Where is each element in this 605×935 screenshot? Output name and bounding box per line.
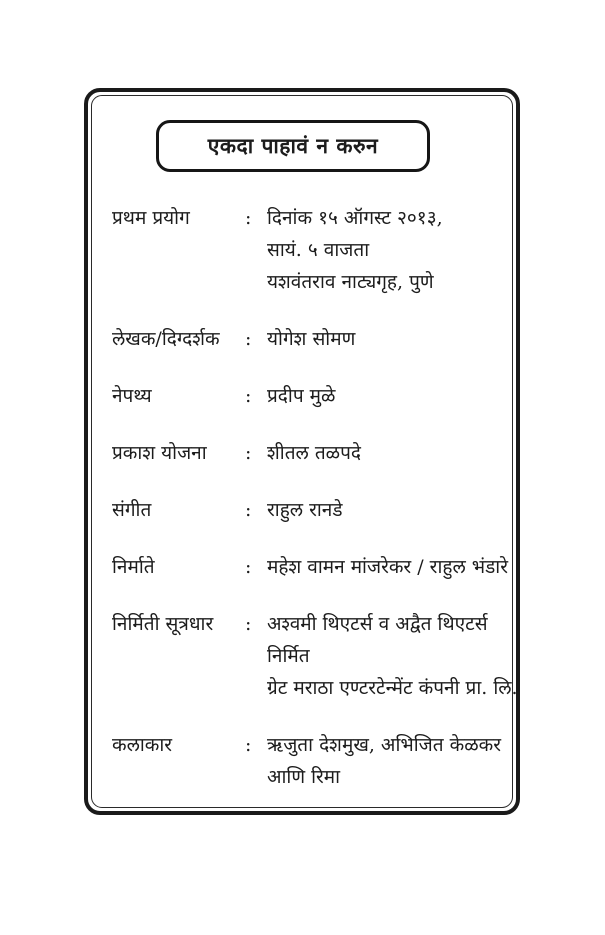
credit-colon: : bbox=[245, 385, 252, 407]
credit-colon: : bbox=[245, 442, 252, 464]
credit-label: प्रथम प्रयोग bbox=[112, 207, 190, 229]
credit-value-line: दिनांक १५ ऑगस्ट २०१३, bbox=[267, 207, 443, 229]
play-title-box bbox=[156, 120, 430, 172]
credit-label: निर्माते bbox=[112, 556, 155, 578]
credit-row bbox=[112, 494, 506, 526]
credit-colon: : bbox=[245, 499, 252, 521]
credit-value-line: ऋजुता देशमुख, अभिजित केळकर bbox=[267, 734, 502, 756]
credit-values bbox=[267, 494, 506, 526]
credit-value-line: निर्मित bbox=[267, 645, 310, 667]
credit-label: संगीत bbox=[112, 499, 152, 521]
credit-colon: : bbox=[245, 734, 252, 756]
credit-values bbox=[267, 323, 506, 355]
credit-value-line: ग्रेट मराठा एण्टरटेन्मेंट कंपनी प्रा. लि. bbox=[267, 677, 518, 699]
credit-value-line: राहुल रानडे bbox=[267, 499, 343, 521]
credit-label: लेखक/दिग्दर्शक bbox=[112, 328, 220, 350]
credit-colon: : bbox=[245, 613, 252, 635]
credit-colon: : bbox=[245, 556, 252, 578]
credit-colon: : bbox=[245, 328, 252, 350]
credit-value-line: महेश वामन मांजरेकर / राहुल भंडारे bbox=[267, 556, 509, 578]
credit-value-line: प्रदीप मुळे bbox=[267, 385, 336, 407]
credit-value-line: आणि रिमा bbox=[267, 766, 341, 788]
credit-label: कलाकार bbox=[112, 734, 173, 756]
credit-colon: : bbox=[245, 207, 252, 229]
credit-value-line: योगेश सोमण bbox=[267, 328, 356, 350]
credit-values bbox=[267, 437, 506, 469]
credit-row bbox=[112, 437, 506, 469]
credits-list bbox=[112, 202, 518, 818]
credit-values bbox=[267, 380, 506, 412]
credit-row bbox=[112, 608, 518, 704]
credit-value-line: शीतल तळपदे bbox=[267, 442, 361, 464]
credit-values bbox=[267, 551, 509, 583]
credit-row bbox=[112, 202, 506, 298]
credit-row bbox=[112, 380, 506, 412]
credit-values bbox=[267, 608, 518, 704]
credit-label: प्रकाश योजना bbox=[112, 442, 207, 464]
credit-value-line: यशवंतराव नाट्यगृह, पुणे bbox=[267, 271, 434, 293]
credit-row bbox=[112, 323, 506, 355]
credit-values bbox=[267, 202, 506, 298]
credit-value-line: अश्वमी थिएटर्स व अद्वैत थिएटर्स bbox=[267, 613, 488, 635]
credit-row bbox=[112, 729, 506, 793]
credit-values bbox=[267, 729, 506, 793]
credit-label: निर्मिती सूत्रधार bbox=[112, 613, 214, 635]
credit-row bbox=[112, 551, 509, 583]
credit-label: नेपथ्य bbox=[112, 385, 152, 407]
play-title: एकदा पाहावं न करुन bbox=[207, 133, 379, 158]
credit-value-line: सायं. ५ वाजता bbox=[267, 239, 370, 261]
page-border-frame bbox=[84, 88, 520, 815]
